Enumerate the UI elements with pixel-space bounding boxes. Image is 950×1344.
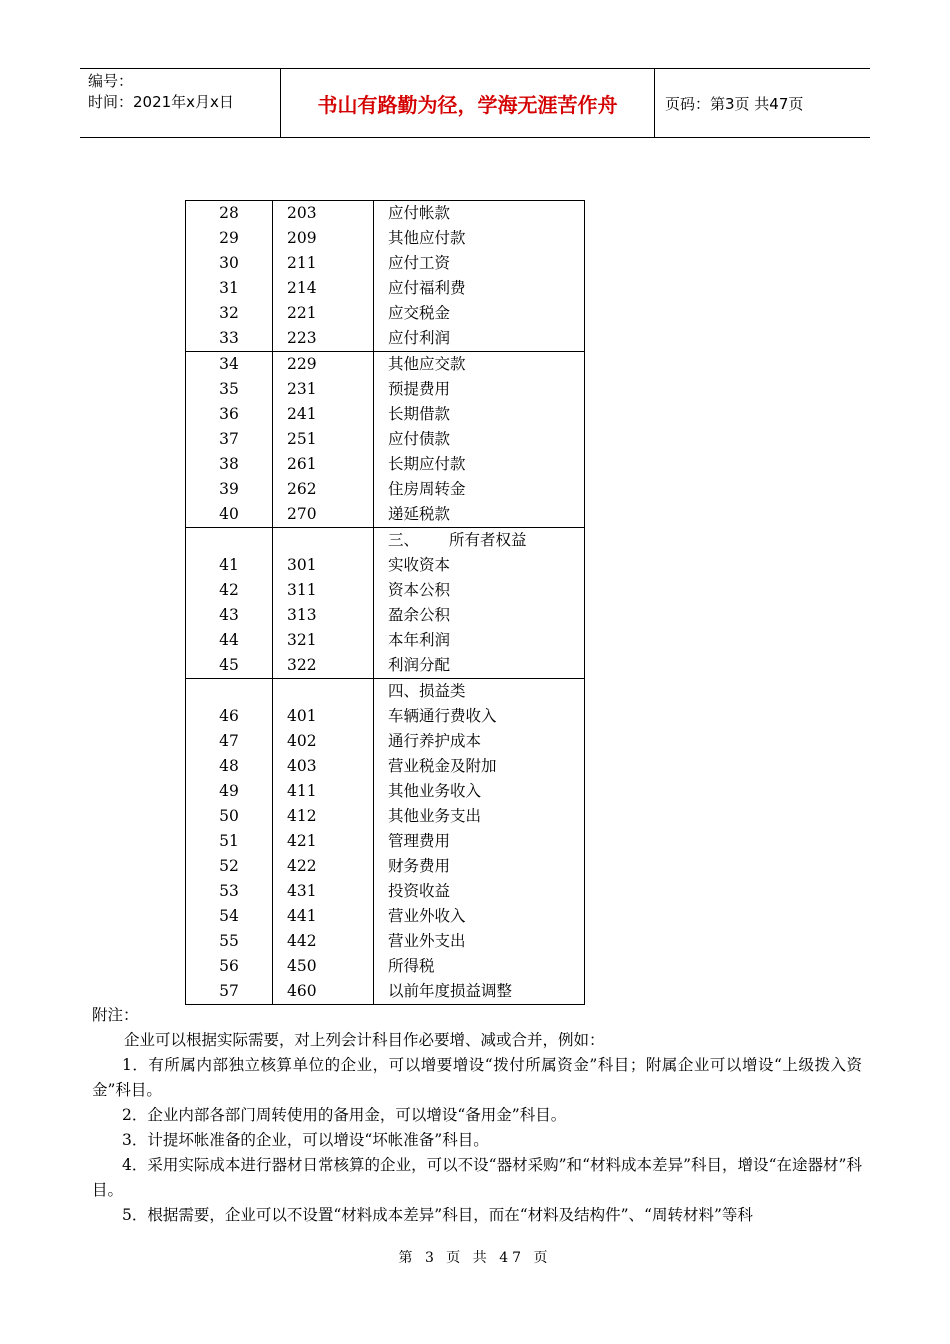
account-number-cell: 42 [186,578,273,603]
table-row [186,704,585,729]
note-item: 4．采用实际成本进行器材日常核算的企业，可以不设“器材采购”和“材料成本差异”科目，增设“在途器材”科目。 [92,1156,862,1199]
account-code-cell: 223 [273,326,374,352]
account-code-cell: 270 [273,502,374,528]
table-row [186,326,585,352]
table-row [186,653,585,679]
document-time-label: 时间：2021年x月x日 [88,93,234,111]
table-row [186,829,585,854]
table-row [186,276,585,301]
account-name-cell: 长期应付款 [374,452,585,477]
account-number-cell: 35 [186,377,273,402]
account-code-cell: 261 [273,452,374,477]
table-row [186,528,585,554]
account-name-cell: 应交税金 [374,301,585,326]
account-name-cell: 预提费用 [374,377,585,402]
account-name-cell: 投资收益 [374,879,585,904]
account-number-cell: 54 [186,904,273,929]
account-number-cell: 38 [186,452,273,477]
account-code-cell: 402 [273,729,374,754]
account-code-cell: 450 [273,954,374,979]
account-number-cell: 31 [186,276,273,301]
account-name-cell: 应付福利费 [374,276,585,301]
account-number-cell: 32 [186,301,273,326]
note-item: 3．计提坏帐准备的企业，可以增设“坏帐准备”科目。 [122,1131,489,1149]
account-name-cell: 其他业务收入 [374,779,585,804]
account-name-cell: 所得税 [374,954,585,979]
account-number-cell: 49 [186,779,273,804]
account-code-cell: 262 [273,477,374,502]
account-number-cell: 44 [186,628,273,653]
header-motto: 书山有路勤为径，学海无涯苦作舟 [280,69,655,137]
page-footer [0,1247,950,1267]
account-number-cell: 45 [186,653,273,679]
table-row [186,301,585,326]
account-number-cell: 34 [186,352,273,378]
table-row [186,578,585,603]
account-code-cell: 431 [273,879,374,904]
table-row [186,452,585,477]
note-item: 1．有所属内部独立核算单位的企业，可以增要增设“拨付所属资金”科目；附属企业可以增设“上级拨入资金”科目。 [92,1056,862,1099]
account-name-cell: 利润分配 [374,653,585,679]
notes-intro: 企业可以根据实际需要，对上列会计科目作必要增、减或合并，例如： [124,1031,605,1049]
account-number-cell: 40 [186,502,273,528]
account-name-cell: 应付工资 [374,251,585,276]
account-code-cell: 403 [273,754,374,779]
account-number-cell: 39 [186,477,273,502]
account-name-cell: 其他业务支出 [374,804,585,829]
page-header [80,68,870,138]
account-number-cell: 41 [186,553,273,578]
account-code-cell: 441 [273,904,374,929]
account-code-cell: 411 [273,779,374,804]
account-group [186,679,585,1005]
account-number-cell: 29 [186,226,273,251]
account-name-cell: 营业外支出 [374,929,585,954]
account-code-cell: 229 [273,352,374,378]
account-code-cell: 401 [273,704,374,729]
account-name-cell: 以前年度损益调整 [374,979,585,1005]
table-row [186,954,585,979]
category-heading: 四、损益类 [374,679,585,705]
table-row [186,754,585,779]
note-item: 2．企业内部各部门周转使用的备用金，可以增设“备用金”科目。 [122,1106,567,1124]
account-code-cell: 203 [273,201,374,227]
account-name-cell: 车辆通行费收入 [374,704,585,729]
table-row [186,879,585,904]
account-code-cell: 241 [273,402,374,427]
account-number-cell: 30 [186,251,273,276]
account-code-cell: 211 [273,251,374,276]
account-number-cell: 55 [186,929,273,954]
footer-page-number: 第 3 页 共 47 页 [398,1250,552,1266]
account-code-cell: 412 [273,804,374,829]
account-number-cell: 33 [186,326,273,352]
account-number-cell: 56 [186,954,273,979]
account-name-cell: 应付利润 [374,326,585,352]
note-item: 5．根据需要，企业可以不设置“材料成本差异”科目，而在“材料及结构件”、“周转材料”等科 [122,1206,753,1224]
table-row [186,502,585,528]
table-row [186,402,585,427]
account-code-cell: 322 [273,653,374,679]
table-row [186,477,585,502]
table-row [186,553,585,578]
account-code-cell: 221 [273,301,374,326]
table-row [186,628,585,653]
account-code-cell [273,528,374,554]
account-name-cell: 财务费用 [374,854,585,879]
account-name-cell: 长期借款 [374,402,585,427]
account-group [186,528,585,679]
account-name-cell: 其他应付款 [374,226,585,251]
account-code-cell: 421 [273,829,374,854]
account-name-cell: 其他应交款 [374,352,585,378]
category-heading [374,528,585,554]
header-meta [80,69,280,137]
account-number-cell: 52 [186,854,273,879]
account-name-cell: 营业税金及附加 [374,754,585,779]
header-page-info: 页码：第3页 共47页 [665,94,804,113]
table-row [186,427,585,452]
category-heading-number: 三、 [388,531,420,549]
notes-title: 附注： [92,1006,139,1024]
account-number-cell: 46 [186,704,273,729]
table-row [186,352,585,378]
account-name-cell: 资本公积 [374,578,585,603]
account-name-cell: 营业外收入 [374,904,585,929]
account-code-cell: 301 [273,553,374,578]
table-row [186,854,585,879]
account-code-cell: 460 [273,979,374,1005]
table-row [186,226,585,251]
table-row [186,377,585,402]
table-row [186,929,585,954]
account-number-cell: 36 [186,402,273,427]
table-row [186,729,585,754]
account-number-cell: 53 [186,879,273,904]
account-group [186,352,585,528]
notes-section [92,1003,862,1228]
account-name-cell: 通行养护成本 [374,729,585,754]
account-number-cell: 48 [186,754,273,779]
account-code-cell: 231 [273,377,374,402]
account-code-cell: 442 [273,929,374,954]
account-number-cell: 50 [186,804,273,829]
account-number-cell: 51 [186,829,273,854]
account-code-cell: 313 [273,603,374,628]
table-row [186,779,585,804]
account-name-cell: 递延税款 [374,502,585,528]
table-row [186,904,585,929]
accounts-table [185,200,585,1005]
account-name-cell: 实收资本 [374,553,585,578]
account-name-cell: 盈余公积 [374,603,585,628]
account-code-cell: 209 [273,226,374,251]
account-number-cell: 28 [186,201,273,227]
account-number-cell [186,528,273,554]
table-row [186,251,585,276]
account-name-cell: 管理费用 [374,829,585,854]
account-code-cell: 214 [273,276,374,301]
table-row [186,201,585,227]
document-code-label: 编号： [88,72,134,90]
account-code-cell [273,679,374,705]
account-name-cell: 应付帐款 [374,201,585,227]
account-name-cell: 住房周转金 [374,477,585,502]
account-name-cell: 本年利润 [374,628,585,653]
account-number-cell: 47 [186,729,273,754]
table-row [186,804,585,829]
account-code-cell: 321 [273,628,374,653]
account-code-cell: 311 [273,578,374,603]
account-number-cell [186,679,273,705]
account-number-cell: 43 [186,603,273,628]
account-group [186,201,585,352]
category-heading-text: 所有者权益 [449,531,527,549]
account-name-cell: 应付债款 [374,427,585,452]
table-row [186,979,585,1005]
table-row [186,679,585,705]
account-code-cell: 251 [273,427,374,452]
account-number-cell: 57 [186,979,273,1005]
account-number-cell: 37 [186,427,273,452]
account-code-cell: 422 [273,854,374,879]
table-row [186,603,585,628]
